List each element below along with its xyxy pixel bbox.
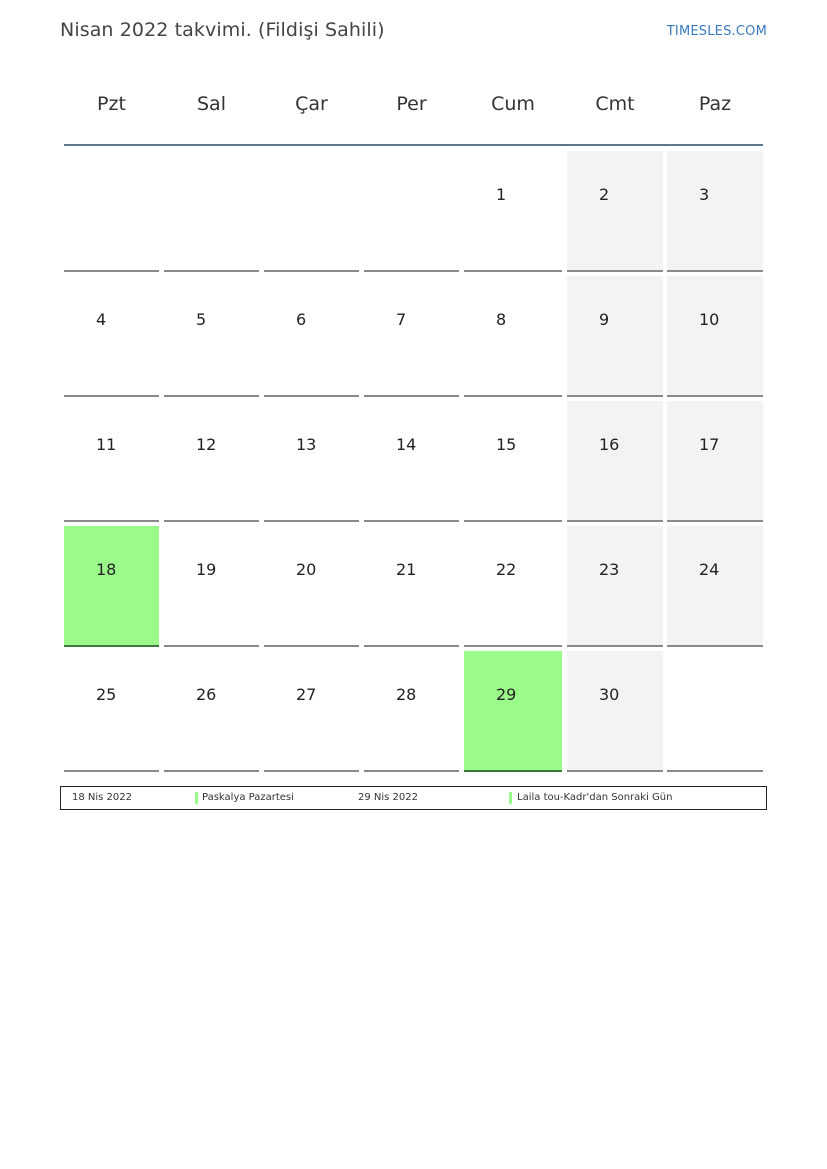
day-cell [464, 151, 562, 272]
holiday-legend [60, 786, 767, 810]
weekday-label: Cum [491, 93, 535, 115]
day-cell [164, 401, 259, 522]
day-number: 25 [96, 685, 117, 704]
day-cell [464, 276, 562, 397]
day-number: 14 [396, 435, 417, 454]
day-number: 22 [496, 560, 517, 579]
day-cell [264, 276, 359, 397]
day-number: 30 [599, 685, 620, 704]
weekday-label: Per [396, 93, 427, 115]
day-number: 27 [296, 685, 317, 704]
weekday-label: Sal [197, 93, 226, 115]
weekday-label: Çar [295, 93, 328, 115]
day-number: 23 [599, 560, 620, 579]
day-cell [667, 526, 763, 647]
month-calendar [60, 60, 767, 771]
day-number: 4 [96, 310, 107, 329]
day-cell [464, 526, 562, 647]
day-cell [567, 276, 663, 397]
day-cell [567, 651, 663, 772]
day-number: 29 [496, 685, 517, 704]
day-cell [667, 651, 763, 772]
legend-holiday-name: Paskalya Pazartesi [202, 792, 294, 803]
day-number: 21 [396, 560, 417, 579]
day-cell [364, 151, 459, 272]
day-number: 19 [196, 560, 217, 579]
legend-holiday-name: Laila tou-Kadr'dan Sonraki Gün [517, 792, 673, 803]
day-number: 11 [96, 435, 117, 454]
day-cell [464, 651, 562, 772]
day-cell [264, 401, 359, 522]
legend-color-swatch [195, 792, 198, 804]
day-cell [567, 401, 663, 522]
brand-link[interactable]: TIMESLES.COM [666, 24, 767, 39]
day-number: 24 [699, 560, 720, 579]
legend-date: 29 Nis 2022 [358, 792, 418, 803]
day-number: 17 [699, 435, 720, 454]
day-cell [567, 151, 663, 272]
day-cell [64, 526, 159, 647]
day-cell [164, 151, 259, 272]
day-number: 16 [599, 435, 620, 454]
day-number: 1 [496, 185, 507, 204]
day-cell [364, 526, 459, 647]
day-number: 5 [196, 310, 207, 329]
day-cell [364, 401, 459, 522]
weekday-header-row [64, 60, 763, 146]
weekday-label: Pzt [97, 93, 126, 115]
day-cell [667, 151, 763, 272]
day-cell [464, 401, 562, 522]
day-cell [667, 401, 763, 522]
day-cell [264, 651, 359, 772]
day-cell [264, 151, 359, 272]
day-number: 13 [296, 435, 317, 454]
day-number: 7 [396, 310, 407, 329]
day-cell [64, 651, 159, 772]
day-number: 18 [96, 560, 117, 579]
legend-color-swatch [509, 792, 512, 804]
day-number: 20 [296, 560, 317, 579]
day-number: 9 [599, 310, 610, 329]
day-grid [60, 146, 767, 771]
day-cell [364, 651, 459, 772]
day-number: 3 [699, 185, 710, 204]
day-number: 15 [496, 435, 517, 454]
day-number: 2 [599, 185, 610, 204]
day-cell [164, 651, 259, 772]
weekday-label: Paz [698, 93, 732, 115]
day-cell [64, 276, 159, 397]
day-cell [64, 401, 159, 522]
day-number: 28 [396, 685, 417, 704]
day-number: 12 [196, 435, 217, 454]
day-number: 6 [296, 310, 307, 329]
legend-date: 18 Nis 2022 [72, 792, 132, 803]
day-cell [64, 151, 159, 272]
day-cell [164, 276, 259, 397]
day-cell [567, 526, 663, 647]
day-cell [264, 526, 359, 647]
page-title: Nisan 2022 takvimi. (Fildişi Sahili) [60, 19, 385, 41]
day-cell [364, 276, 459, 397]
day-number: 10 [699, 310, 720, 329]
day-cell [667, 276, 763, 397]
weekday-label: Cmt [595, 93, 635, 115]
day-cell [164, 526, 259, 647]
day-number: 26 [196, 685, 217, 704]
day-number: 8 [496, 310, 507, 329]
